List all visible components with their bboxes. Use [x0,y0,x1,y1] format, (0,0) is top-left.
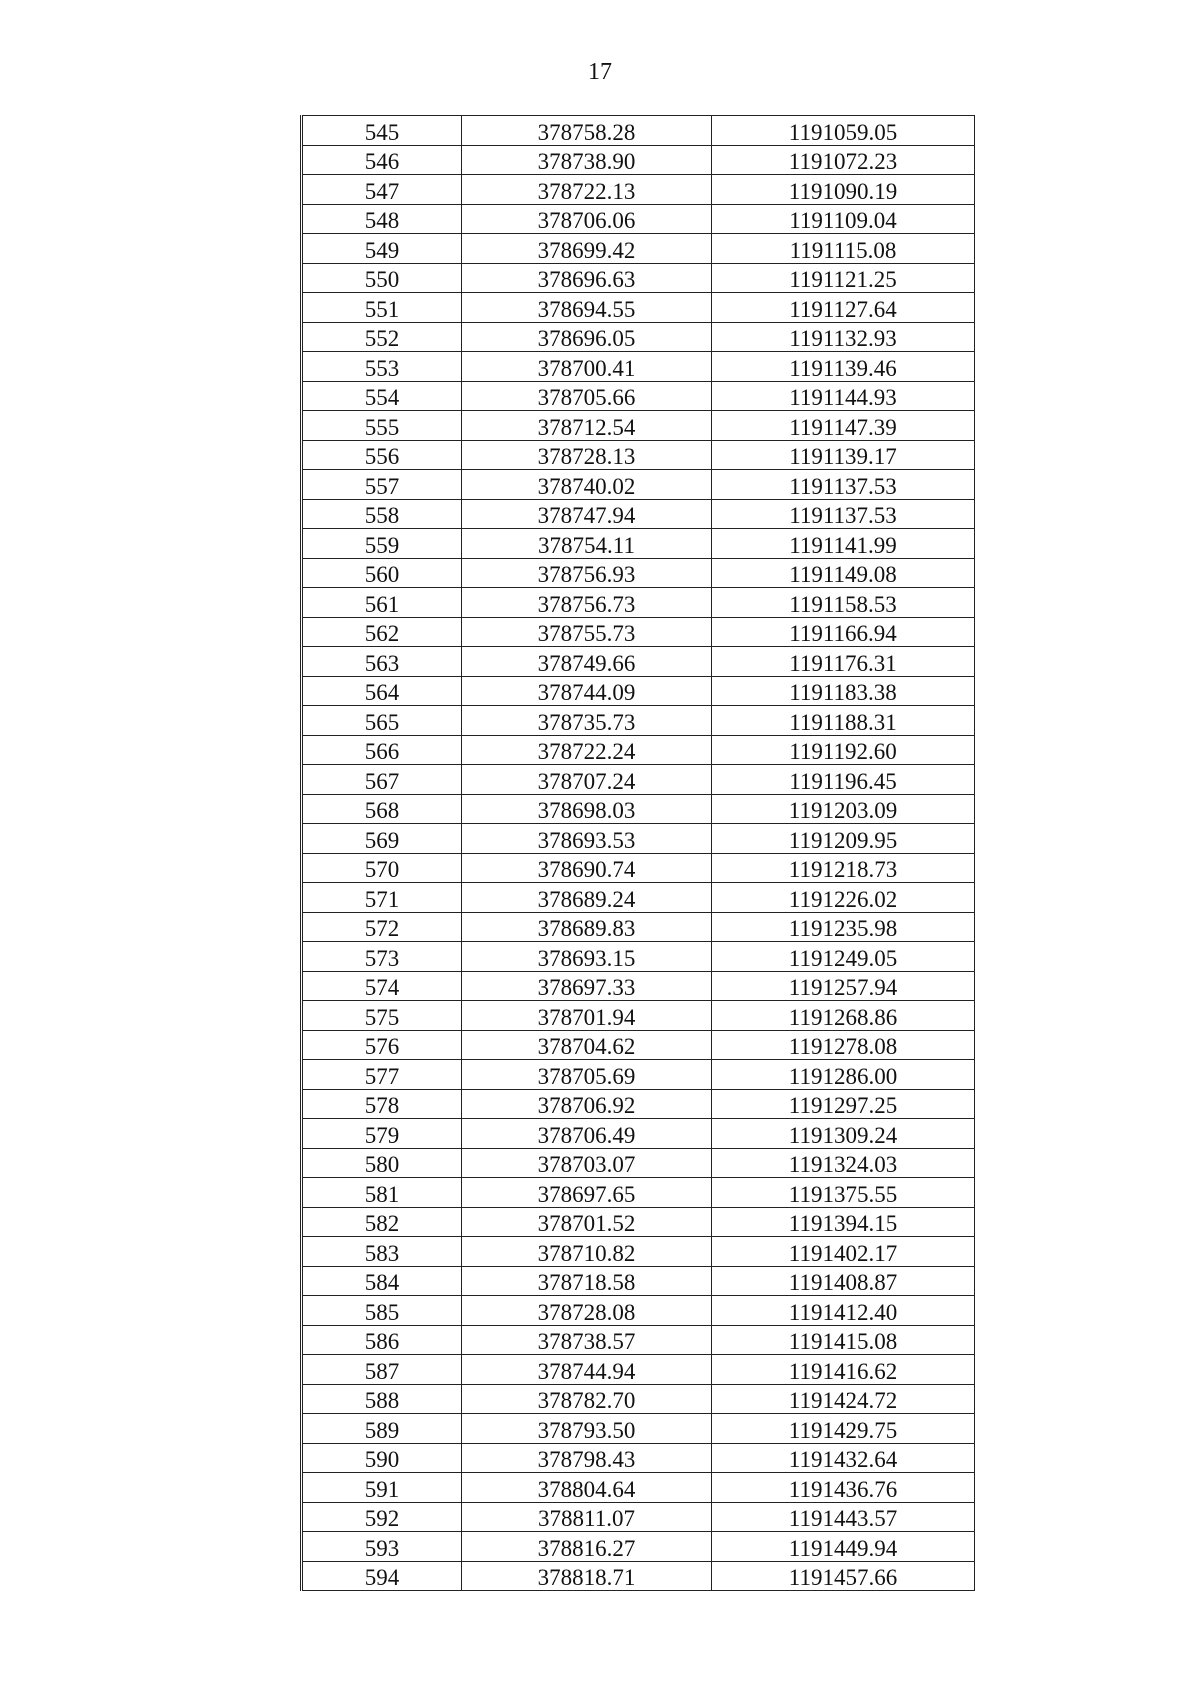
y-coordinate-cell: 1191141.99 [712,529,975,559]
point-number-cell: 566 [302,735,462,765]
point-number-cell: 560 [302,558,462,588]
point-number-cell: 588 [302,1384,462,1414]
y-coordinate-cell: 1191072.23 [712,145,975,175]
point-number-cell: 555 [302,411,462,441]
x-coordinate-cell: 378697.33 [462,971,712,1001]
table-row [302,853,975,883]
y-coordinate-cell: 1191416.62 [712,1355,975,1385]
table-row [302,1502,975,1532]
x-coordinate-cell: 378706.92 [462,1089,712,1119]
x-coordinate-cell: 378738.57 [462,1325,712,1355]
point-number-cell: 547 [302,175,462,205]
point-number-cell: 594 [302,1561,462,1591]
point-number-cell: 580 [302,1148,462,1178]
point-number-cell: 568 [302,794,462,824]
point-number-cell: 554 [302,381,462,411]
point-number-cell: 571 [302,883,462,913]
y-coordinate-cell: 1191394.15 [712,1207,975,1237]
table-row [302,883,975,913]
y-coordinate-cell: 1191183.38 [712,676,975,706]
x-coordinate-cell: 378710.82 [462,1237,712,1267]
y-coordinate-cell: 1191115.08 [712,234,975,264]
table-row [302,1237,975,1267]
x-coordinate-cell: 378690.74 [462,853,712,883]
table-row [302,175,975,205]
y-coordinate-cell: 1191457.66 [712,1561,975,1591]
y-coordinate-cell: 1191324.03 [712,1148,975,1178]
table-row [302,588,975,618]
table-row [302,1266,975,1296]
y-coordinate-cell: 1191226.02 [712,883,975,913]
x-coordinate-cell: 378804.64 [462,1473,712,1503]
coordinates-table-body [302,116,975,1591]
table-row [302,1443,975,1473]
table-row [302,1001,975,1031]
table-row [302,1355,975,1385]
x-coordinate-cell: 378701.94 [462,1001,712,1031]
x-coordinate-cell: 378811.07 [462,1502,712,1532]
table-row [302,1532,975,1562]
x-coordinate-cell: 378701.52 [462,1207,712,1237]
x-coordinate-cell: 378740.02 [462,470,712,500]
table-row [302,942,975,972]
y-coordinate-cell: 1191132.93 [712,322,975,352]
x-coordinate-cell: 378718.58 [462,1266,712,1296]
x-coordinate-cell: 378756.73 [462,588,712,618]
point-number-cell: 563 [302,647,462,677]
point-number-cell: 584 [302,1266,462,1296]
point-number-cell: 558 [302,499,462,529]
y-coordinate-cell: 1191059.05 [712,116,975,146]
point-number-cell: 573 [302,942,462,972]
point-number-cell: 561 [302,588,462,618]
point-number-cell: 574 [302,971,462,1001]
y-coordinate-cell: 1191209.95 [712,824,975,854]
point-number-cell: 550 [302,263,462,293]
x-coordinate-cell: 378793.50 [462,1414,712,1444]
x-coordinate-cell: 378699.42 [462,234,712,264]
point-number-cell: 559 [302,529,462,559]
table-row [302,1473,975,1503]
y-coordinate-cell: 1191268.86 [712,1001,975,1031]
x-coordinate-cell: 378705.66 [462,381,712,411]
page-number: 17 [588,59,612,85]
y-coordinate-cell: 1191408.87 [712,1266,975,1296]
table-row [302,1296,975,1326]
x-coordinate-cell: 378693.53 [462,824,712,854]
point-number-cell: 575 [302,1001,462,1031]
x-coordinate-cell: 378698.03 [462,794,712,824]
table-row [302,145,975,175]
table-row [302,529,975,559]
y-coordinate-cell: 1191192.60 [712,735,975,765]
x-coordinate-cell: 378696.63 [462,263,712,293]
table-row [302,971,975,1001]
y-coordinate-cell: 1191090.19 [712,175,975,205]
y-coordinate-cell: 1191286.00 [712,1060,975,1090]
x-coordinate-cell: 378722.24 [462,735,712,765]
table-row [302,1178,975,1208]
y-coordinate-cell: 1191127.64 [712,293,975,323]
point-number-cell: 589 [302,1414,462,1444]
y-coordinate-cell: 1191249.05 [712,942,975,972]
y-coordinate-cell: 1191443.57 [712,1502,975,1532]
x-coordinate-cell: 378712.54 [462,411,712,441]
x-coordinate-cell: 378707.24 [462,765,712,795]
table-row [302,1119,975,1149]
point-number-cell: 548 [302,204,462,234]
table-row [302,352,975,382]
x-coordinate-cell: 378705.69 [462,1060,712,1090]
table-row [302,116,975,146]
table-row [302,1207,975,1237]
y-coordinate-cell: 1191412.40 [712,1296,975,1326]
y-coordinate-cell: 1191257.94 [712,971,975,1001]
x-coordinate-cell: 378744.94 [462,1355,712,1385]
y-coordinate-cell: 1191139.17 [712,440,975,470]
y-coordinate-cell: 1191235.98 [712,912,975,942]
x-coordinate-cell: 378706.49 [462,1119,712,1149]
y-coordinate-cell: 1191218.73 [712,853,975,883]
x-coordinate-cell: 378706.06 [462,204,712,234]
x-coordinate-cell: 378735.73 [462,706,712,736]
x-coordinate-cell: 378756.93 [462,558,712,588]
table-row [302,794,975,824]
table-row [302,765,975,795]
table-row [302,735,975,765]
table-row [302,1060,975,1090]
x-coordinate-cell: 378689.83 [462,912,712,942]
table-row [302,440,975,470]
point-number-cell: 546 [302,145,462,175]
x-coordinate-cell: 378689.24 [462,883,712,913]
table-row [302,293,975,323]
point-number-cell: 549 [302,234,462,264]
table-row [302,234,975,264]
point-number-cell: 587 [302,1355,462,1385]
y-coordinate-cell: 1191309.24 [712,1119,975,1149]
y-coordinate-cell: 1191415.08 [712,1325,975,1355]
x-coordinate-cell: 378754.11 [462,529,712,559]
y-coordinate-cell: 1191436.76 [712,1473,975,1503]
table-row [302,1148,975,1178]
y-coordinate-cell: 1191375.55 [712,1178,975,1208]
x-coordinate-cell: 378755.73 [462,617,712,647]
y-coordinate-cell: 1191166.94 [712,617,975,647]
x-coordinate-cell: 378728.08 [462,1296,712,1326]
y-coordinate-cell: 1191432.64 [712,1443,975,1473]
table-row [302,263,975,293]
point-number-cell: 577 [302,1060,462,1090]
point-number-cell: 590 [302,1443,462,1473]
table-row [302,1384,975,1414]
point-number-cell: 552 [302,322,462,352]
table-row [302,381,975,411]
x-coordinate-cell: 378749.66 [462,647,712,677]
y-coordinate-cell: 1191297.25 [712,1089,975,1119]
point-number-cell: 586 [302,1325,462,1355]
table-row [302,647,975,677]
x-coordinate-cell: 378696.05 [462,322,712,352]
x-coordinate-cell: 378738.90 [462,145,712,175]
table-row [302,912,975,942]
table-row [302,411,975,441]
point-number-cell: 551 [302,293,462,323]
table-row [302,1561,975,1591]
table-row [302,706,975,736]
table-row [302,676,975,706]
point-number-cell: 570 [302,853,462,883]
point-number-cell: 592 [302,1502,462,1532]
point-number-cell: 583 [302,1237,462,1267]
table-row [302,824,975,854]
x-coordinate-cell: 378722.13 [462,175,712,205]
point-number-cell: 593 [302,1532,462,1562]
point-number-cell: 581 [302,1178,462,1208]
x-coordinate-cell: 378704.62 [462,1030,712,1060]
y-coordinate-cell: 1191147.39 [712,411,975,441]
point-number-cell: 585 [302,1296,462,1326]
y-coordinate-cell: 1191137.53 [712,470,975,500]
x-coordinate-cell: 378782.70 [462,1384,712,1414]
y-coordinate-cell: 1191137.53 [712,499,975,529]
table-row [302,617,975,647]
x-coordinate-cell: 378744.09 [462,676,712,706]
x-coordinate-cell: 378700.41 [462,352,712,382]
y-coordinate-cell: 1191139.46 [712,352,975,382]
point-number-cell: 562 [302,617,462,647]
point-number-cell: 569 [302,824,462,854]
point-number-cell: 576 [302,1030,462,1060]
point-number-cell: 582 [302,1207,462,1237]
point-number-cell: 564 [302,676,462,706]
x-coordinate-cell: 378693.15 [462,942,712,972]
table-row [302,1414,975,1444]
x-coordinate-cell: 378728.13 [462,440,712,470]
y-coordinate-cell: 1191449.94 [712,1532,975,1562]
x-coordinate-cell: 378703.07 [462,1148,712,1178]
point-number-cell: 557 [302,470,462,500]
y-coordinate-cell: 1191109.04 [712,204,975,234]
table-row [302,1089,975,1119]
x-coordinate-cell: 378758.28 [462,116,712,146]
table-row [302,470,975,500]
y-coordinate-cell: 1191424.72 [712,1384,975,1414]
y-coordinate-cell: 1191158.53 [712,588,975,618]
x-coordinate-cell: 378816.27 [462,1532,712,1562]
y-coordinate-cell: 1191278.08 [712,1030,975,1060]
point-number-cell: 565 [302,706,462,736]
x-coordinate-cell: 378694.55 [462,293,712,323]
table-row [302,558,975,588]
point-number-cell: 545 [302,116,462,146]
x-coordinate-cell: 378747.94 [462,499,712,529]
y-coordinate-cell: 1191402.17 [712,1237,975,1267]
y-coordinate-cell: 1191429.75 [712,1414,975,1444]
y-coordinate-cell: 1191203.09 [712,794,975,824]
table-row [302,499,975,529]
point-number-cell: 572 [302,912,462,942]
x-coordinate-cell: 378697.65 [462,1178,712,1208]
point-number-cell: 591 [302,1473,462,1503]
y-coordinate-cell: 1191196.45 [712,765,975,795]
point-number-cell: 556 [302,440,462,470]
table-row [302,1325,975,1355]
point-number-cell: 578 [302,1089,462,1119]
point-number-cell: 579 [302,1119,462,1149]
coordinates-table [300,115,975,1591]
y-coordinate-cell: 1191176.31 [712,647,975,677]
point-number-cell: 553 [302,352,462,382]
x-coordinate-cell: 378818.71 [462,1561,712,1591]
table-row [302,204,975,234]
y-coordinate-cell: 1191188.31 [712,706,975,736]
y-coordinate-cell: 1191121.25 [712,263,975,293]
table-row [302,1030,975,1060]
y-coordinate-cell: 1191144.93 [712,381,975,411]
y-coordinate-cell: 1191149.08 [712,558,975,588]
x-coordinate-cell: 378798.43 [462,1443,712,1473]
table-row [302,322,975,352]
point-number-cell: 567 [302,765,462,795]
